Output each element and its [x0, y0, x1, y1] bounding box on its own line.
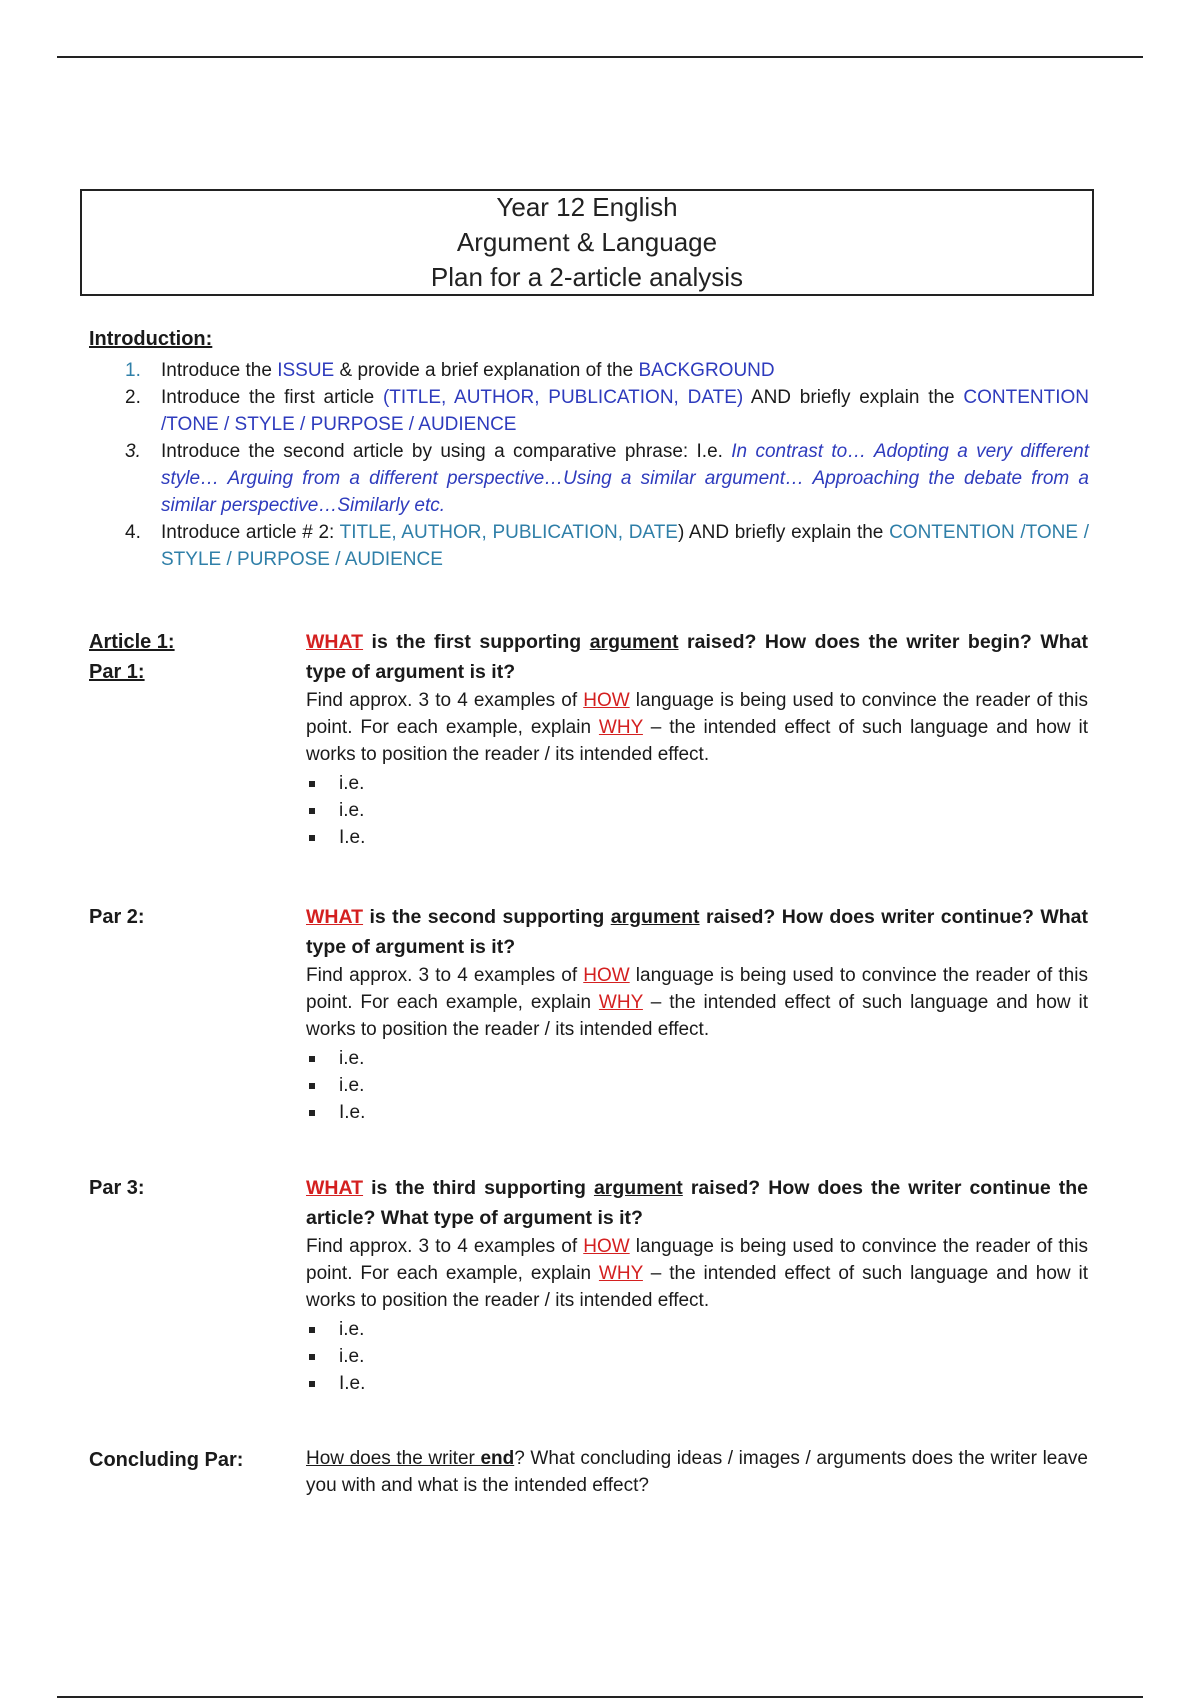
instruction-text: – the intended effect of such language and how it works to position the reader / its intended effect.: [306, 1263, 1088, 1311]
introduction-list: [89, 357, 1089, 573]
contention-keyword: CONTENTION /TONE / STYLE / PURPOSE / AUDIENCE: [161, 387, 1089, 435]
intro-text: Introduce the second article by using a comparative phrase: I.e.: [161, 441, 732, 462]
list-item: i.e.: [306, 797, 1088, 824]
instructions: [306, 1233, 1088, 1314]
argument-keyword: argument: [589, 631, 679, 653]
instruction-text: language is being used to convince the reader of this point. For each example, explain: [306, 690, 1088, 738]
par-label: Par 3:: [89, 1177, 145, 1199]
what-keyword: WHAT: [306, 1177, 364, 1199]
list-item: I.e.: [306, 1370, 1088, 1397]
intro-item-number: 4.: [125, 522, 141, 543]
background-keyword: BACKGROUND: [638, 360, 775, 381]
list-item: I.e.: [306, 824, 1088, 851]
top-rule: [57, 56, 1143, 58]
instruction-text: Find approx. 3 to 4 examples of: [306, 1236, 584, 1257]
concluding-body: [306, 1445, 1088, 1499]
concluding-text: How does the writer: [306, 1448, 481, 1469]
instruction-text: language is being used to convince the reader of this point. For each example, explain: [306, 965, 1088, 1013]
question-text: is the first supporting: [363, 631, 590, 653]
question: [306, 902, 1088, 962]
title-box: [80, 189, 1094, 296]
par-label: Par 2:: [89, 906, 145, 928]
intro-text: Introduce article # 2:: [161, 522, 340, 543]
concluding-label: Concluding Par:: [89, 1449, 244, 1471]
concluding-question: [306, 1445, 1088, 1499]
intro-item-number: 3.: [125, 441, 141, 462]
instruction-text: Find approx. 3 to 4 examples of: [306, 965, 584, 986]
paragraph-1-body: [306, 627, 1088, 851]
question-text: is the third supporting: [363, 1177, 594, 1199]
title-line-3: Plan for a 2-article analysis: [430, 262, 744, 292]
instruction-text: – the intended effect of such language and how it works to position the reader / its intended effect.: [306, 992, 1088, 1040]
title-line-2: Argument & Language: [456, 227, 718, 257]
why-keyword: WHY: [598, 1263, 643, 1284]
argument-keyword: argument: [593, 1177, 683, 1199]
why-keyword: WHY: [598, 717, 643, 738]
end-keyword: end: [480, 1448, 515, 1469]
list-item: i.e.: [306, 1316, 1088, 1343]
contention-keyword: CONTENTION /TONE / STYLE / PURPOSE / AUDIENCE: [161, 522, 1090, 570]
how-keyword: HOW: [583, 690, 630, 711]
list-item: I.e.: [306, 1099, 1088, 1126]
list-item: i.e.: [306, 1045, 1088, 1072]
question-text: is the second supporting: [363, 906, 611, 928]
how-keyword: HOW: [583, 1236, 630, 1257]
paragraph-1-label: [89, 627, 175, 687]
article-details-keyword: (TITLE, AUTHOR, PUBLICATION, DATE): [382, 387, 744, 408]
paragraph-2-body: [306, 902, 1088, 1126]
what-keyword: WHAT: [306, 906, 364, 928]
intro-text: & provide a brief explanation of the: [334, 360, 639, 381]
argument-keyword: argument: [610, 906, 700, 928]
introduction-section: [89, 325, 1089, 573]
title-line-1: Year 12 English: [496, 192, 678, 222]
question: [306, 1173, 1088, 1233]
intro-item-number: 1.: [125, 360, 141, 381]
concluding-text: ? What concluding ideas / images / arguments does the writer leave you with and what is the intended effect?: [306, 1448, 1089, 1496]
intro-text: ) AND briefly explain the: [677, 522, 890, 543]
example-list: [306, 770, 1088, 851]
comparative-phrases: In contrast to… Adopting a very different style… Arguing from a different perspective…Using a similar argument… Approaching the debate from a similar perspective…Similarly etc.: [161, 441, 1089, 516]
par-label: Par 1:: [89, 661, 145, 683]
article-details-keyword: TITLE, AUTHOR, PUBLICATION, DATE: [339, 522, 678, 543]
article-label: Article 1:: [89, 631, 175, 653]
example-list: [306, 1045, 1088, 1126]
intro-text: Introduce the first article: [161, 387, 383, 408]
why-keyword: WHY: [598, 992, 643, 1013]
bottom-rule: [57, 1696, 1143, 1698]
intro-item-4: [89, 519, 1089, 573]
instructions: [306, 687, 1088, 768]
intro-text: Introduce the: [161, 360, 278, 381]
paragraph-3-body: [306, 1173, 1088, 1397]
list-item: i.e.: [306, 1343, 1088, 1370]
introduction-heading: Introduction:: [89, 328, 213, 350]
question: [306, 627, 1088, 687]
instruction-text: Find approx. 3 to 4 examples of: [306, 690, 584, 711]
list-item: i.e.: [306, 1072, 1088, 1099]
question-text: raised? How does the writer begin? What type of argument is it?: [306, 631, 1088, 683]
question-text: raised? How does writer continue? What type of argument is it?: [306, 906, 1088, 958]
what-keyword: WHAT: [306, 631, 364, 653]
example-list: [306, 1316, 1088, 1397]
list-item: i.e.: [306, 770, 1088, 797]
instruction-text: – the intended effect of such language and how it works to position the reader / its intended effect.: [306, 717, 1088, 765]
question-text: raised? How does the writer continue the article? What type of argument is it?: [306, 1177, 1089, 1229]
intro-item-1: [89, 357, 1089, 384]
intro-item-2: [89, 384, 1089, 438]
intro-item-3: [89, 438, 1089, 519]
instructions: [306, 962, 1088, 1043]
instruction-text: language is being used to convince the reader of this point. For each example, explain: [306, 1236, 1088, 1284]
intro-text: AND briefly explain the: [743, 387, 964, 408]
intro-item-number: 2.: [125, 387, 141, 408]
issue-keyword: ISSUE: [277, 360, 335, 381]
how-keyword: HOW: [583, 965, 630, 986]
